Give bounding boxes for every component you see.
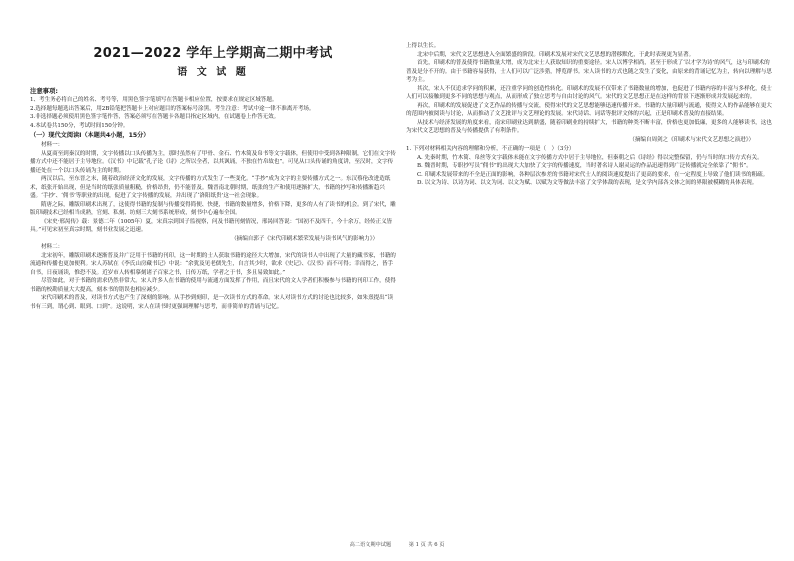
notice-item-4: 4.本试卷共150分，考试时间150分钟。 [30,122,129,129]
option-a: A. 先秦时期，竹木简、帛丝等文字载体未能在文字传播方式中居于主导地位，但秦朝之后《诗经》得以完整保留，仍与当时的口传方式有关。 [417,154,763,161]
page-footer [0,541,794,548]
footer-page-number: 第 1 页 共 6 页 [408,542,445,548]
material1-paragraph: 《宋史·邢昺传》载：景德二年（1005年）夏，宋真宗到国子监视察，问及书籍刊刻情况，邢昺回答说：“国初不及四千，今十余万，经传正义皆具。”可见宋初至真宗时期，刻书业发展之迅速。 [30,218,393,233]
option-d: D. 以文为诗、以诗为词、以文为词、以文为赋、以赋为文等做法丰富了文学体裁的表现，是文学内部各文体之间的界限被模糊的具体表现。 [417,180,758,186]
material2-paragraph: 北宋初年，雕版印刷术逐渐普及并广泛用于书籍的刊印，这一时期的士人获取书籍的途径大大增加，宋代的读书人中出现了大量的藏书家，书籍的流通和传播也更加便利。宋人苏轼在《李氏山房藏书记》中说：“余犹及见老儒先生，自言其少时，欲求《史记》、《汉书》而不可得；幸而得之，皆手自书，日夜诵读，惟恐不及。近岁市人转相摹刻诸子百家之书，日传万纸，学者之于书，多且易致如此。” [30,252,396,276]
material1-label: 材料一： [41,142,64,148]
material1-paragraph: 两汉以后，至东晋之末，随着政治经济文化的发展，文字传播的方式发生了一些变化。“手抄”成为文字的主要传播方式之一。东汉蔡伦改进造纸术，纸张开始出现，但是当时的纸张质量粗糙，价格昂贵，仍不能普及。魏晋南北朝时期，纸张的生产和使用逐渐扩大，书籍的抄写和传播渐趋兴盛。‘手抄’、‘佣书’等职业的出现，促进了文字传播的发展，并出现了‘洛阳纸贵’这一社会现象。 [30,176,391,199]
question-1: 1. 下列对材料相关内容的理解和分析，不正确的一项是（ ）（3分） [406,146,575,152]
section-heading: （一）现代文阅读Ⅰ（本题共4小题，15分） [30,132,150,139]
notice-item-3: 3.非选择题必须使用黑色签字笔作答，答案必须写在答题卡各题目指定区域内，在试题卷上作答无效。 [30,114,280,120]
exam-title: 2021—2022 学年上学期高二期中考试 [93,46,333,61]
material-paragraph: 再次，印刷术的发展促进了文艺作品的传播与交流，使得宋代的文艺思想能够迅速传播开来。书籍的大量印刷与流通，使得文人的作品能够在更大的范围内被阅读与讨论，从而推动了文艺批评与文艺理论的发展。宋代诗话、词话等批评文体的兴起，正是印刷术普及的直接结果。 [406,102,772,117]
material-source: （摘编自周剑之《印刷术与宋代文艺思想之演进》） [629,136,754,143]
right-column [406,42,772,188]
continued-text: 上得以生长。 [406,43,440,49]
material-paragraph: 首先，印刷术的普及使得书籍数量大增，成为北宋士人获取知识的重要途径。宋人以博学相尚，甚至于形成了‘以才学为诗’的风气，这与印刷术的普及是分不开的。由于书籍容易获得，士人们可以广泛涉猎，博览群书。宋人读书的方式也随之发生了变化，由原来的背诵记忆为主，转向以理解与思考为主。 [406,60,772,83]
material2-paragraph: 尽管如此，对于书籍的需求仍然非常大。宋人许多人在书籍的使用与流通方面发挥了作用，而且宋代的文人学者们积极参与书籍的刊印工作，使得书籍的校勘质量大大提高，刻本书的错误也相应减少。 [30,278,396,293]
material2-paragraph: 宋代印刷术的普及，对读书方式也产生了深刻的影响。从手抄到刻印，是一次读书方式的革命。宋人对读书方式的讨论也比较多，如朱熹提出“读书有三到，谓心到、眼到、口到”。这说明，宋人在读书时更强调理解与思考，而非简单的背诵与记忆。 [30,295,394,310]
material-paragraph: 从技术与经济发展的角度来看，南宋印刷业达到鼎盛，随着印刷业的持续扩大，书籍的种类不断丰富，价格也更加低廉，更多的人能够读书，这也为宋代文艺思想的普及与传播提供了有利条件。 [406,119,772,134]
option-b: B. 魏晋时期，专职抄写员“佣书”的出现大大加快了文字的传播速度，当时著名诗人谢灵运的作品迅速得到广泛传播就完全依靠了“佣书”。 [417,163,752,169]
exam-subtitle: 语 文 试 题 [177,67,249,78]
notice-heading: 注意事项: [30,87,58,95]
material-paragraph: 其次，宋人不仅追求学问的积累，还注重学问的创造性转化。印刷术的发展不仅带来了书籍数量的增加，也促进了书籍内容的丰富与多样化，使士人们可以接触到更多不同的思想与观点，从而形成了独立思考与自由讨论的风气。宋代的文艺思想正是在这样的背景下逐渐形成并发展起来的。 [406,85,772,100]
material1-paragraph: 从夏商至到秦汉的时期，文字传播以口头传播为主，那时虽然有了甲骨、金石、竹木简及帛书等文字载体，但使用中受到各种限制，它们在文字传播方式中还不能居于主导地位。《汉书》中记载“孔子论《诗》之所以全者，以其讽诵，不独在竹帛故也”。可见从口头传诵的角度讲，至汉时，文字传播还处在一个以口头传诵为主的时期。 [30,150,396,174]
material1-source: （摘编自郭子《宋代印刷术繁荣发展与读书风气的影响力》） [231,235,378,242]
notice-item-1: 1、考生务必将自己的姓名、考号等，用黑色签字笔填写在答题卡相应位置，按要求在规定区域答题。 [30,97,278,103]
option-c: C. 印刷术发展带来的不全是正面的影响，各种层次参差的书籍对宋代士人的阅读速度提出了更高的要求，在一定程度上导致了他们读书的粗疏。 [417,171,769,178]
notice-item-2: 2.选择题每题选出答案后，用2B铅笔把答题卡上对应题目的答案标号涂黑。考生注意：考试中途一律不准离开考场。 [30,105,315,112]
material-paragraph: 北宋中后期，宋代文艺思想进入全面繁盛的阶段。印刷术发展对宋代文艺思想的潜移默化，于此时表现更为显著。 [417,51,695,58]
material1-paragraph: 隋唐之际，雕版印刷术出现了，这使得书籍的复制与传播变得简便、快捷，书籍的数量增多，价格下降，更多的人有了读书的机会。到了宋代，雕版印刷技术已经相当成熟，官刻、私刻、坊刻三大刻书系统形成，刻书中心遍布全国。 [30,201,396,216]
left-column [30,40,396,311]
footer-subject: 高二语文期中试题 [349,542,392,548]
material2-label: 材料二： [41,244,64,250]
